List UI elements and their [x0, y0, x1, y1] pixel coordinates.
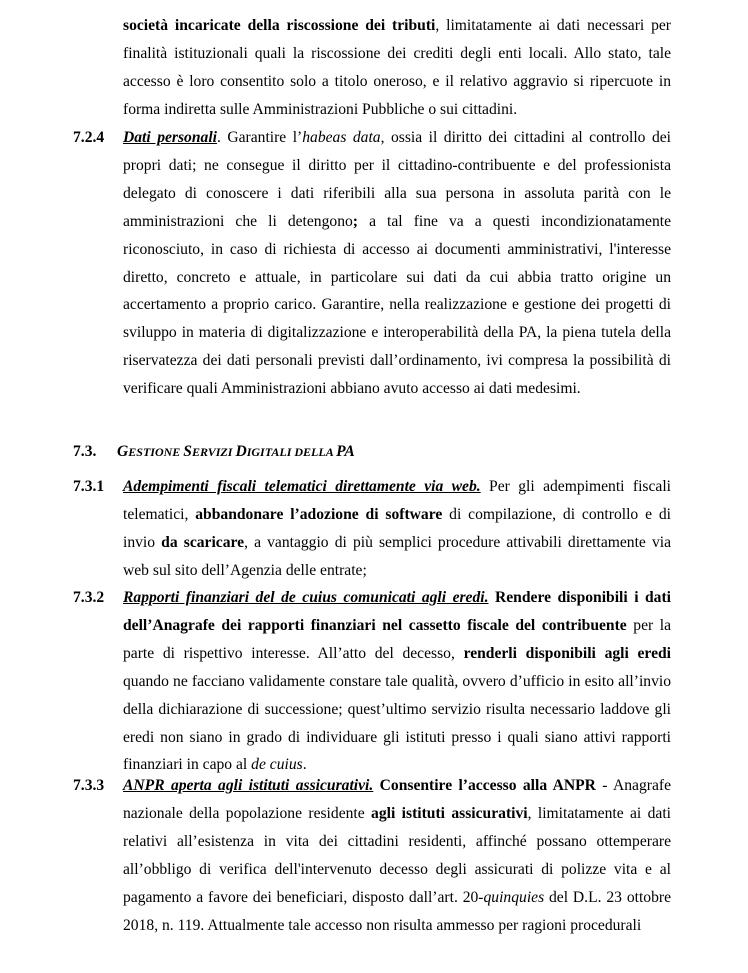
- paragraph-text: , limitatamente ai dati relativi all’esistenza in vita dei cittadini residenti, affinché possano ottemperare all’obbligo di verifica dell'intervenuto decesso degli assicurati di polizze vita e al pagamento a favore dei beneficiari, disposto dall’art. 20-: [123, 804, 672, 906]
- bold-text: agli istituti assicurativi: [371, 804, 528, 822]
- italic-text: de cuius: [251, 756, 303, 774]
- heading-number: 7.3.: [73, 443, 97, 460]
- paragraph-text: quando ne facciano validamente constare tale qualità, ovvero d’ufficio in esito all’invio della dichiarazione di successione; quest’ultimo servizio risulta necessario laddove gli eredi non siano in grado di individuare gli istituti presso i quali siano attivi rapporti finanziari in capo al: [123, 672, 671, 774]
- heading-char: D: [235, 443, 247, 460]
- section-title: ANPR aperta agli istituti assicurativi.: [123, 777, 374, 794]
- intro-paragraph: [123, 12, 671, 124]
- bold-text: renderli disponibili agli eredi: [463, 644, 672, 662]
- section-number-7-2-4: 7.2.4: [73, 129, 105, 146]
- bold-text: ;: [352, 212, 358, 230]
- paragraph-text: Per gli adempimenti fiscali telematici,: [123, 478, 671, 523]
- section-7-3-3-paragraph: [123, 772, 671, 939]
- heading-char: IGITALI: [246, 445, 295, 459]
- paragraph-text: a tal fine va a questi incondizionatamente riconosciuto, in caso di richiesta di accesso ai documenti amministrativi, l'interesse diretto, concreto e attuale, in particolare sui dati da cui abbia tratto origine un accertamento a proprio carico. Garantire, nella realizzazione e gestione dei progetti di sviluppo in materia di digitalizzazione e interoperabilità della PA, la piena tutela della riservatezza dei dati personali previsti dall’ordinamento, ivi compresa la possibilità di verificare quali Amministrazioni abbiano avuto accesso ai dati medesimi.: [123, 212, 671, 398]
- section-title: Dati personali: [123, 129, 217, 146]
- section-number-7-3-3: 7.3.3: [73, 777, 105, 794]
- heading-char: ESTIONE: [128, 445, 184, 459]
- heading-char: PA: [336, 443, 355, 460]
- paragraph-text: . Garantire l’: [216, 129, 303, 146]
- paragraph-text: del D.L. 23 ottobre 2018, n. 119. Attualmente tale accesso non risulta ammesso per ragioni procedurali: [123, 888, 671, 934]
- bold-text: Rendere disponibili i dati dell’Anagrafe dei rapporti finanziari nel cassetto fiscale del contribuente: [123, 589, 672, 634]
- italic-text: quinquies: [483, 888, 545, 906]
- bold-text: Consentire l’accesso alla ANPR: [379, 777, 596, 794]
- paragraph-text: , a vantaggio di più semplici procedure attivabili direttamente via web sul sito dell’Agenzia delle entrate;: [123, 533, 671, 579]
- heading-title: [117, 443, 355, 460]
- bold-text: da scaricare: [161, 533, 245, 551]
- heading-char: ERVIZI: [191, 445, 236, 459]
- section-heading-7-3: [73, 440, 355, 464]
- heading-char: G: [117, 443, 129, 460]
- paragraph-text: .: [302, 756, 307, 774]
- italic-text: habeas data: [302, 129, 381, 146]
- section-title: Adempimenti fiscali telematici direttamente via web.: [123, 478, 481, 495]
- section-7-2-4-paragraph: [123, 124, 671, 403]
- paragraph-text: , limitatamente ai dati necessari per finalità istituzionali quali la riscossione dei crediti degli enti locali. Allo stato, tale accesso è loro consentito solo a titolo oneroso, e il relativo aggravio si ripercuote in forma indiretta sulle Amministrazioni Pubbliche o sui cittadini.: [123, 17, 671, 118]
- bold-text: abbandonare l’adozione di software: [195, 505, 443, 523]
- bold-text: società incaricate della riscossione dei tributi: [123, 17, 436, 34]
- section-7-3-1-paragraph: [123, 473, 671, 585]
- paragraph-text: di compilazione, di controllo e di invio: [123, 505, 671, 551]
- section-number-7-3-1: 7.3.1: [73, 478, 105, 495]
- paragraph-text: , ossia il diritto dei cittadini al controllo dei propri dati; ne consegue il diritto per il cittadino-contribuente e del professionista delegato di conoscere i dati riferibili alla sua persona in assoluta parità con le amministrazioni che li detengono: [123, 129, 671, 230]
- paragraph-text: per la parte di rispettivo interesse. All’atto del decesso,: [123, 616, 671, 662]
- heading-char: S: [183, 443, 192, 460]
- paragraph-text: - Anagrafe nazionale della popolazione residente: [123, 777, 671, 822]
- heading-char: DELLA: [294, 445, 337, 459]
- section-number-7-3-2: 7.3.2: [73, 589, 105, 606]
- section-title: Rapporti finanziari del de cuius comunicati agli eredi.: [123, 589, 489, 606]
- section-7-3-2-paragraph: [123, 584, 671, 779]
